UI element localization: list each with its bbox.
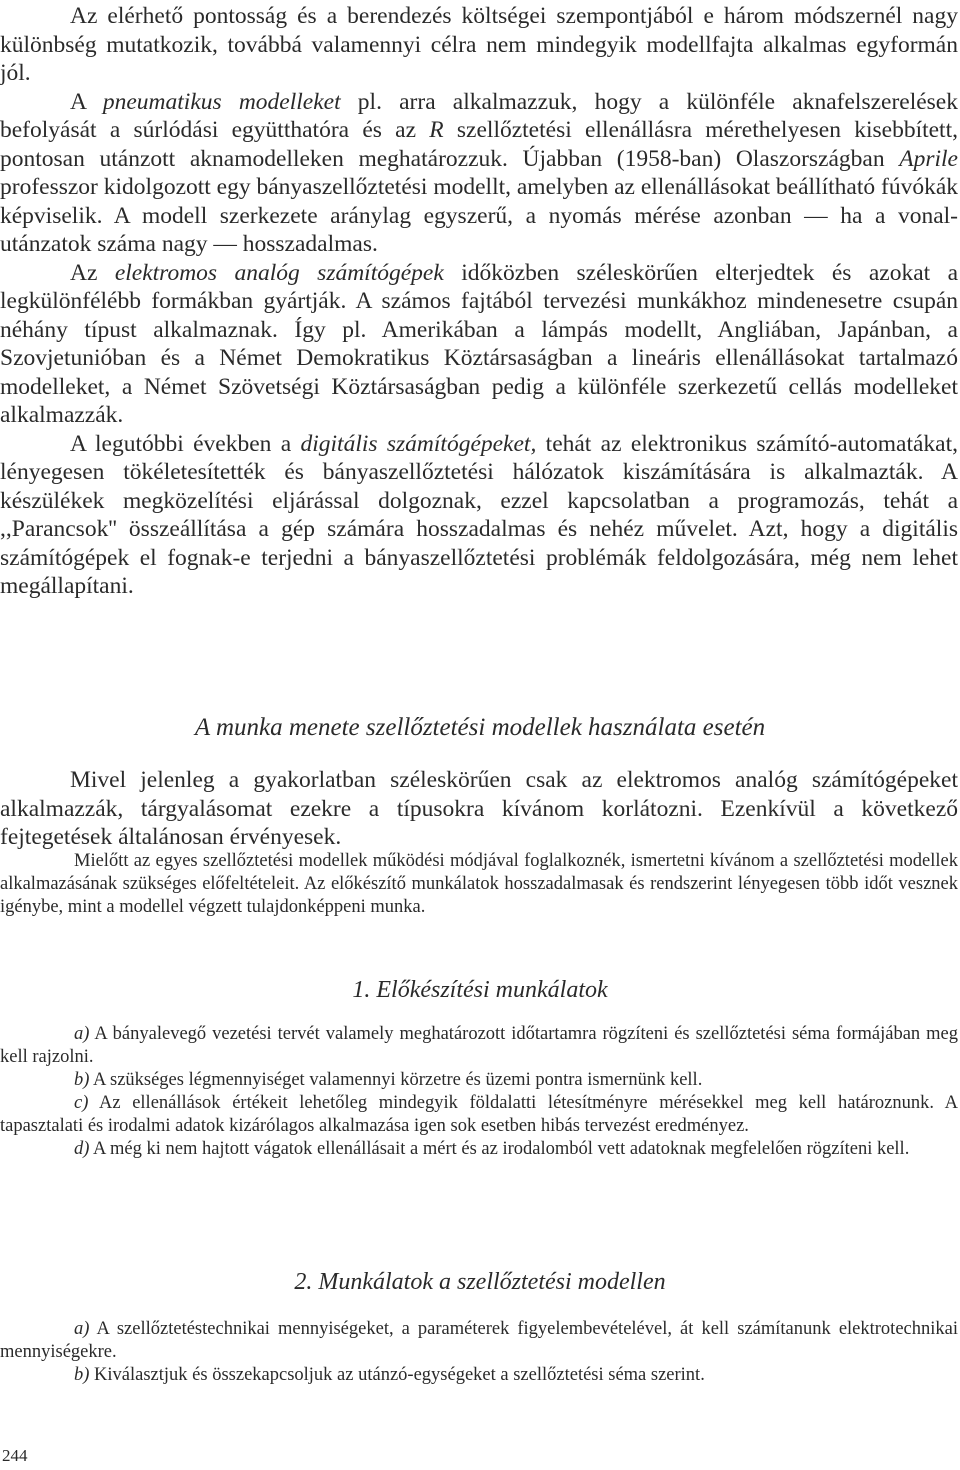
paragraph-text: Az elérhető pontosság és a berendezés költségei szempontjából e három módszernél nagy különbség mutatkozik, továbbá valamennyi célra nem mindegyik modellfajta alkalmas egyformán jól. [0,3,958,86]
emphasis: pneumatikus modelleket [102,88,341,115]
paragraph-text: professzor kidolgozott egy bányaszellőztetési modellt, amelyben az ellenállásokat beállítható fúvókák képviselik. A modell szerkezete aránylag egyszerű, a nyomás mérése azonban — ha a vonal-utánzatok száma nagy — hosszadalmas. [0,174,958,257]
paragraph-text: A [70,88,103,115]
list-item [0,1069,958,1092]
list-item [0,1023,958,1069]
item-text: Kiválasztjuk és összekapcsoljuk az utánzó-egységeket a szellőztetési séma szerint. [89,1365,705,1385]
item-text: Az ellenállások értékeit lehetőleg mindegyik földalatti létesítményre mérésekkel meg kell határoznunk. A tapasztalati és irodalmi adatok kizárólagos alkalmazása igen sok esetben hibás tervezést eredményez. [0,1093,958,1136]
main-section [0,766,958,852]
paragraph [0,88,958,259]
paragraph [0,2,958,88]
paragraph-text: Az [70,259,115,286]
list-item [0,1092,958,1138]
subsection-2 [0,1318,958,1387]
emphasis: digitális számítógépeket, [300,430,537,457]
page-number: 244 [2,1446,28,1465]
list-item [0,1318,958,1364]
subsection-heading-1: 1. Előkészítési munkálatok [352,977,608,1003]
paragraph-text: szellőztetési ellenállásra mérethelyesen kisebbített, pontosan utánzott aknamodelleken meghatározzuk. Újabban (1958-ban) Olaszországban [0,117,958,172]
paragraph [0,850,958,919]
item-label: d) [74,1139,90,1159]
paragraph [0,430,958,601]
item-text: A szükséges légmennyiséget valamennyi körzetre és üzemi pontra ismernünk kell. [89,1070,703,1090]
emphasis: Aprile [899,145,958,172]
main-section-small [0,850,958,919]
subsection-1 [0,1023,958,1161]
paragraph-text: Mielőtt az egyes szellőztetési modellek működési módjával foglalkoznék, ismertetni kívánom a szellőztetési modellek alkalmazásának szükséges előfeltételeit. Az előkészítő munkálatok hosszadalmasak és rendszerint lényegesen több időt vesznek igénybe, mint a modellel végzett tulajdonképpeni munka. [0,851,958,917]
list-item [0,1364,958,1387]
paragraph-text: tehát az elektronikus számító-automatákat, lényegesen tökéletesítették és bányaszellőztetési hálózatok kiszámítására is alkalmazták. A készülékek megközelítési eljárással dolgoznak, ezzel kapcsolatban a programozás, tehát a ,,Parancsok'' összeállítása a gép számára hosszadalmas és nehéz művelet. Azt, hogy a digitális számítógépek el fognak-e terjedni a bányaszellőztetési problémák feldolgozására, még nem lehet megállapítani. [0,430,958,599]
item-label: b) [74,1070,90,1090]
list-item [0,1138,958,1161]
subsection-heading-2: 2. Munkálatok a szellőztetési modellen [294,1269,666,1295]
paragraph [0,766,958,852]
paragraph [0,259,958,430]
paragraph-text: pl. arra alkalmazzuk, hogy a különféle aknafelszerelések befolyását a súrlódási együtthatóra és az [0,88,958,143]
intro-section [0,2,958,601]
item-label: c) [74,1093,89,1113]
emphasis: R [429,117,444,143]
item-text: A még ki nem hajtott vágatok ellenállásait a mért és az irodalomból vett adatoknak megfelelően rögzíteni kell. [89,1139,910,1159]
paragraph-text: A legutóbbi években a [70,430,301,457]
emphasis: elektromos analóg számítógépek [114,259,444,286]
item-text: A szellőztetéstechnikai mennyiségeket, a paraméterek figyelembevételével, át kell számítanunk elektrotechnikai mennyiségekre. [0,1319,958,1362]
item-label: a) [74,1319,90,1339]
item-label: a) [74,1024,90,1044]
paragraph-text: időközben széleskörűen elterjedtek és azokat a legkülönfélébb formákban gyártják. A számos fajtából tervezési munkákhoz mindenesetre csupán néhány típust alkalmaznak. Így pl. Amerikában a lámpás modellt, Angliában, Japánban, a Szovjetunióban és a Német Demokratikus Köztársaságban a lineáris ellenállásokat tartalmazó modelleket, a Német Szövetségi Köztársaságban pedig a különféle szerkezetű cellás modelleket alkalmazzák. [0,259,958,428]
item-label: b) [74,1365,90,1385]
section-heading: A munka menete szellőztetési modellek használata esetén [194,714,766,741]
item-text: A bányalevegő vezetési tervét valamely meghatározott időtartamra rögzíteni és szellőztetési séma formájában meg kell rajzolni. [0,1024,958,1067]
paragraph-text: Mivel jelenleg a gyakorlatban széleskörűen csak az elektromos analóg számítógépeket alkalmazzák, tárgyalásomat ezekre a típusokra kívánom korlátozni. Ezenkívül a következő fejtegetések általánosan érvényesek. [0,767,958,850]
